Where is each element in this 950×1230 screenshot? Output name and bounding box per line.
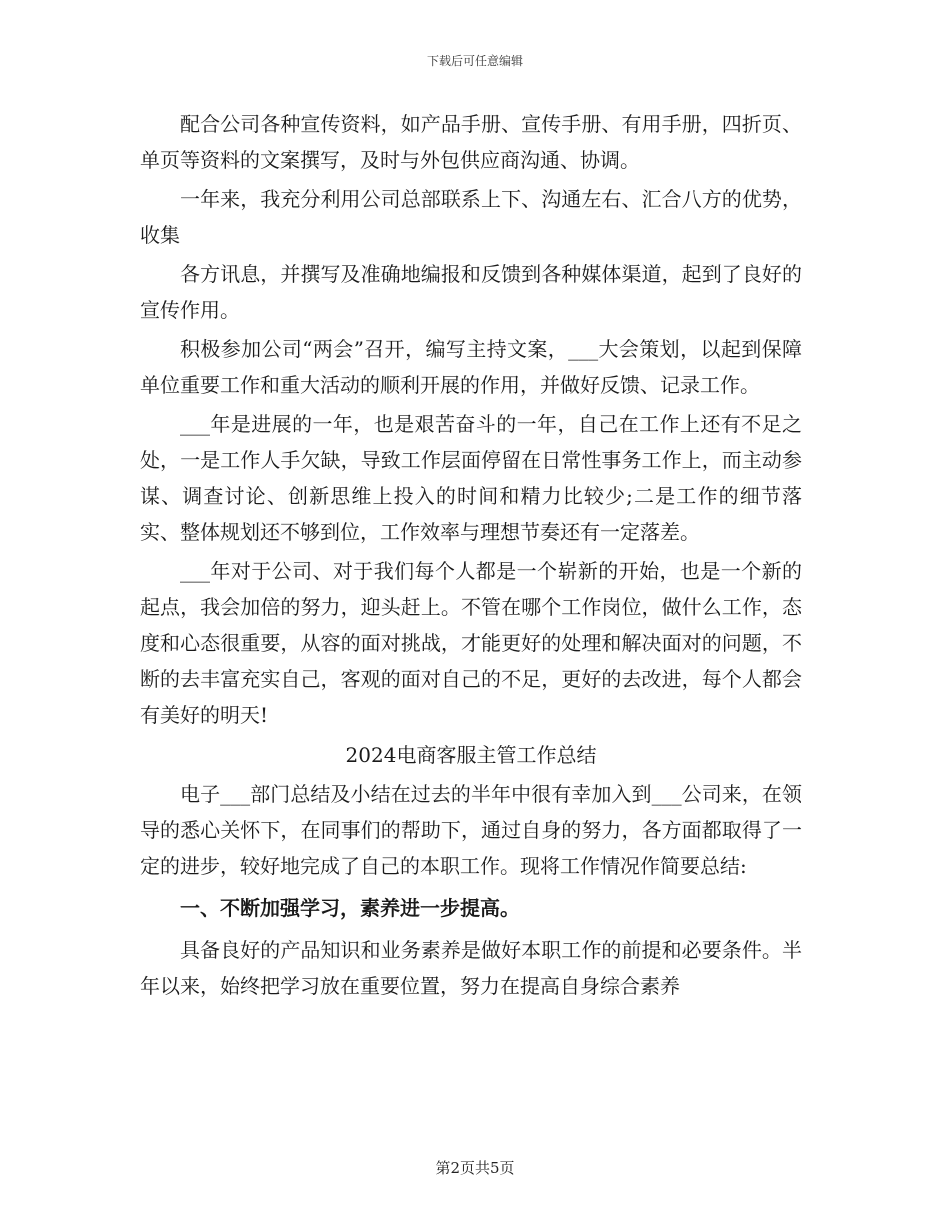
document-body	[140, 106, 802, 1004]
page-footer: 第2页共5页	[435, 1159, 515, 1177]
paragraph: 积极参加公司“两会”召开，编写主持文案，___大会策划，以起到保障单位重要工作和重大活动的顺利开展的作用，并做好反馈、记录工作。	[140, 337, 802, 397]
section-heading: 一、不断加强学习，素养进一步提高。	[180, 896, 520, 920]
paragraph: ___年对于公司、对于我们每个人都是一个崭新的开始，也是一个新的起点，我会加倍的努力，迎头赶上。不管在哪个工作岗位，做什么工作，态度和心态很重要，从容的面对挑战，才能更好的处理和解决面对的问题，不断的去丰富充实自己，客观的面对自己的不足，更好的去改进，每个人都会有美好的明天!	[140, 559, 802, 727]
page-header: 下载后可任意编辑	[426, 54, 523, 68]
paragraph: 配合公司各种宣传资料，如产品手册、宣传手册、有用手册，四折页、单页等资料的文案撰写，及时与外包供应商沟通、协调。	[140, 112, 802, 172]
paragraph: 一年来，我充分利用公司总部联系上下、沟通左右、汇合八方的优势，收集	[140, 187, 802, 247]
paragraph: 各方讯息，并撰写及准确地编报和反馈到各种媒体渠道，起到了良好的宣传作用。	[140, 262, 802, 322]
intro-paragraph: 电子___部门总结及小结在过去的半年中很有幸加入到___公司来，在领导的悉心关怀下，在同事们的帮助下，通过自身的努力，各方面都取得了一定的进步，较好地完成了自己的本职工作。现将工作情况作简要总结:	[140, 782, 802, 878]
section-title: 2024电商客服主管工作总结	[345, 743, 597, 767]
paragraph: ___年是进展的一年，也是艰苦奋斗的一年，自己在工作上还有不足之处，一是工作人手欠缺，导致工作层面停留在日常性事务工作上，而主动参谋、调查讨论、创新思维上投入的时间和精力比较少;二是工作的细节落实、整体规划还不够到位，工作效率与理想节奏还有一定落差。	[140, 412, 802, 544]
paragraph: 具备良好的产品知识和业务素养是做好本职工作的前提和必要条件。半年以来，始终把学习放在重要位置，努力在提高自身综合素养	[140, 938, 802, 998]
